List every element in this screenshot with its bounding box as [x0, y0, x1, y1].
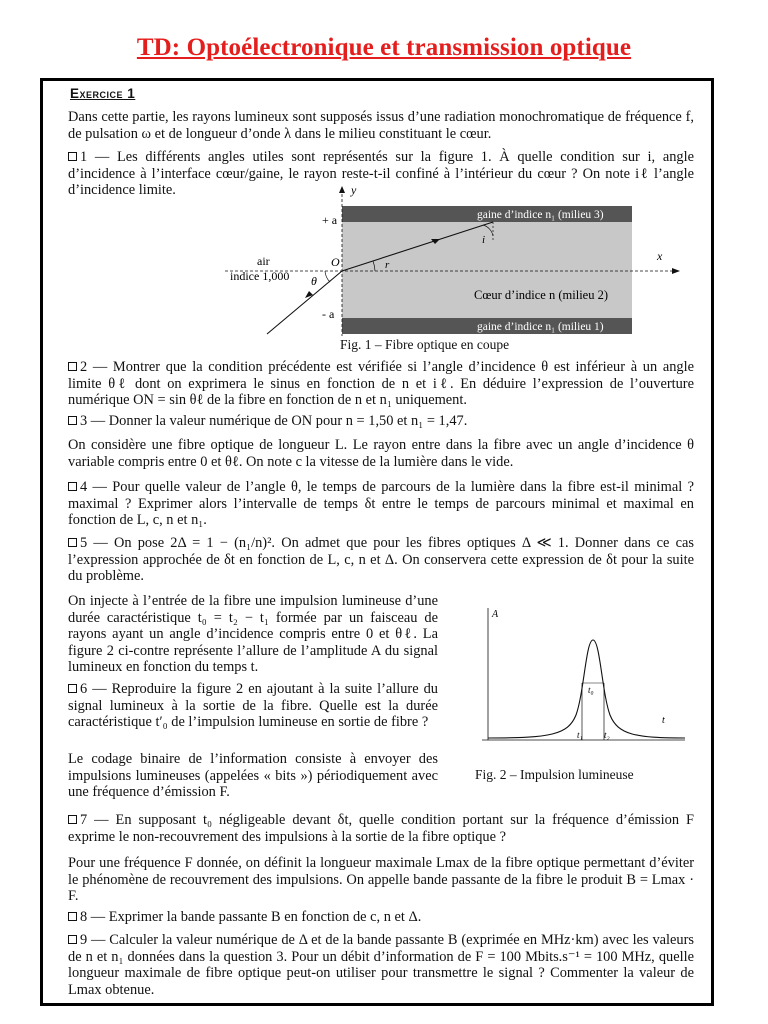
label-r: r — [385, 259, 390, 271]
label-origin: O — [331, 255, 340, 269]
question-4: 4 — Pour quelle valeur de l’angle θ, le temps de parcours de la lumière dans la fibre est-il minimal ? maximal ? Exprimer alors l’intervalle de temps δt entre le temps de parcours minimal et maximal en fonction de L, c, n et n₁. — [68, 479, 694, 528]
label-cladding-top: gaine d’indice n₁ (milieu 3) — [477, 209, 604, 221]
question-8: 8 — Exprimer la bande passante B en fonction de c, n et Δ. — [68, 909, 694, 926]
checkbox-icon — [68, 152, 77, 161]
paragraph-bandwidth: Pour une fréquence F donnée, on définit la longueur maximale Lmax de la fibre optique permettant d’éviter le phénomène de recouvrement des impulsions. On appelle bande passante de la fibre le produit B = Lmax · F. — [68, 855, 694, 904]
paragraph-fiber: On considère une fibre optique de longueur L. Le rayon entre dans la fibre avec un angle d’incidence θ variable compris entre 0 et θℓ. On note c la vitesse de la lumière dans le vide. — [68, 437, 694, 470]
checkbox-icon — [68, 362, 77, 371]
fig2-axis-A: A — [492, 609, 499, 620]
label-core: Cœur d’indice n (milieu 2) — [474, 288, 608, 302]
figure-1-caption: Fig. 1 – Fibre optique en coupe — [340, 337, 510, 352]
label-air: air — [257, 254, 270, 268]
checkbox-icon — [68, 416, 77, 425]
question-1: 1 — Les différents angles utiles sont représentés sur la figure 1. À quelle condition sur i, angle d’incidence à l’interface cœur/gaine, le rayon reste-t-il confiné à l’intérieur du cœur ? On note iℓ l’angle d’incidence limite. — [68, 149, 694, 198]
checkbox-icon — [68, 482, 77, 491]
intro-paragraph: Dans cette partie, les rayons lumineux sont supposés issus d’une radiation monochromatique de fréquence f, de pulsation ω et de longueur d’onde λ dans le milieu constituant le cœur. — [68, 109, 694, 142]
question-9: 9 — Calculer la valeur numérique de Δ et de la bande passante B (exprimée en MHz·km) avec les valeurs de n et n₁ données dans la question 3. Pour un débit d’information de F = 100 Mbits.s⁻¹ = 100 MHz, quelle longueur maximale de fibre optique peut-on utiliser pour transmettre le signal ? Commenter la valeur de Lmax obtenue. — [68, 932, 694, 998]
label-minus-a: - a — [322, 307, 335, 321]
figure-2 — [480, 605, 690, 750]
checkbox-icon — [68, 935, 77, 944]
checkbox-icon — [68, 912, 77, 921]
figure-1 — [225, 184, 685, 344]
fig2-axis-t: t — [662, 715, 665, 726]
label-y: y — [351, 184, 357, 197]
question-7: 7 — En supposant t₀ négligeable devant δt, quelle condition portant sur la fréquence d’émission F exprime le non-recouvrement des impulsions à la sortie de la fibre optique ? — [68, 812, 694, 845]
checkbox-icon — [68, 538, 77, 547]
question-2: 2 — Montrer que la condition précédente est vérifiée si l’angle d’incidence θ est inférieur à un angle limite θℓ dont on exprimera le sinus en fonction de n et iℓ. En déduire l’expression de l’ouverture numérique ON = sin θℓ de la fibre en fonction de n et n₁ uniquement. — [68, 359, 694, 408]
question-6: 6 — Reproduire la figure 2 en ajoutant à la suite l’allure du signal lumineux à la sortie de la fibre. Quelle est la durée caractéristique t′₀ de l’impulsion lumineuse en sortie de fibre ? — [68, 681, 438, 730]
label-cladding-bottom: gaine d’indice n₁ (milieu 1) — [477, 321, 604, 333]
fig2-label-t1: t₁ — [577, 730, 583, 740]
question-5: 5 — On pose 2Δ = 1 − (n₁/n)². On admet que pour les fibres optiques Δ ≪ 1. Donner dans ce cas l’expression approchée de δt en fonction de L, c, n et Δ. On conservera cette expression de δt pour la suite du problème. — [68, 535, 694, 584]
checkbox-icon — [68, 815, 77, 824]
label-air-index: indice 1,000 — [230, 269, 290, 283]
pulse-curve — [488, 640, 685, 738]
checkbox-icon — [68, 684, 77, 693]
paragraph-impulse: On injecte à l’entrée de la fibre une impulsion lumineuse d’une durée caractéristique t₀ = t₂ − t₁ formée par un faisceau de rayons ayant un angle d’incidence compris entre 0 et θℓ. La figure 2 ci-contre représente l’allure de l’amplitude A du signal lumineux en fonction du temps t. — [68, 593, 438, 675]
label-x: x — [657, 249, 663, 263]
fig2-label-t2: t₂ — [604, 730, 610, 740]
paragraph-coding: Le codage binaire de l’information consiste à envoyer des impulsions lumineuses (appelées « bits ») périodiquement avec une fréquence d’émission F. — [68, 751, 438, 800]
exercise-title: Exercice 1 — [70, 86, 136, 101]
label-theta: θ — [311, 274, 317, 288]
page-title: TD: Optoélectronique et transmission optique — [136, 34, 632, 61]
label-plus-a: + a — [322, 213, 338, 227]
label-i: i — [482, 234, 486, 246]
figure-2-caption: Fig. 2 – Impulsion lumineuse — [475, 767, 634, 782]
fig2-label-t0: t₀ — [588, 685, 594, 695]
question-3: 3 — Donner la valeur numérique de ON pour n = 1,50 et n₁ = 1,47. — [68, 413, 694, 430]
